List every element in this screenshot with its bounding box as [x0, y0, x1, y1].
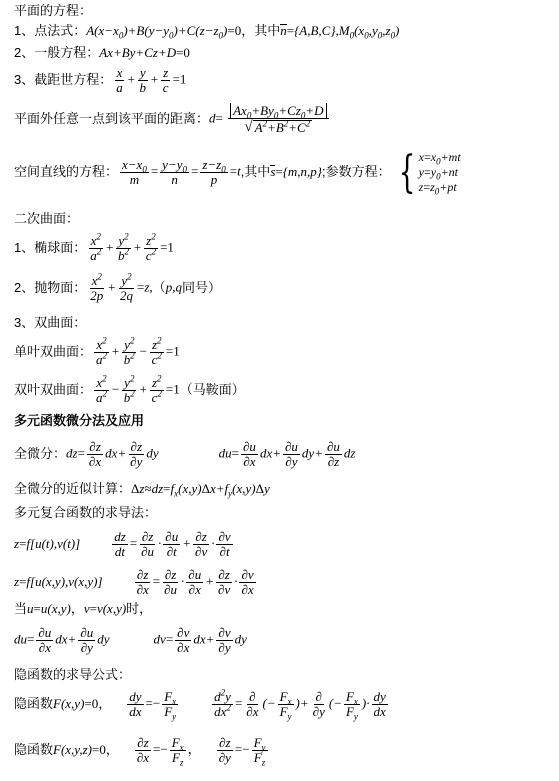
du-xy-formula: du= $\frac{\partial u}{\partial x}$ dx+ $\frac{\partial u}{\partial y}$ dy: [14, 625, 110, 655]
implicit-heading: 隐函数的求导公式：: [14, 667, 132, 682]
direction-vector-formula: s={m,n,p}: [270, 164, 323, 180]
implicit-line-1: 隐函数 F(x,y)=0， $\frac{dy}{dx}$ =− $\frac{F_x}{F_y}$ $\frac{d^2y}{dx^2}$ = $\frac{\partial}{\partial x}$ (− $\frac{F_x}{F_y}$ )+ $\frac{\partial}{\partial y}$ (− $\frac{F_x}{F_y}$ )· $\frac{dy}{dx}$: [14, 690, 390, 719]
composite-line-2: [14, 568, 258, 597]
when-line: 当 u=u(x,y) ， v=v(x,y) 时，: [14, 601, 153, 616]
composite-derivative-1: $\frac{dz}{dt}$ = $\frac{\partial z}{\partial u}$ · $\frac{\partial u}{\partial t}$ + $\frac{\partial z}{\partial v}$ · $\frac{\partial v}{\partial t}$: [114, 529, 231, 559]
implicit-second-derivative: $\frac{d^2y}{dx^2}$ = $\frac{\partial}{\partial x}$ (− $\frac{F_x}{F_y}$ )+ $\frac{\partial}{\partial y}$ (− $\frac{F_x}{F_y}$ )· $\frac{dy}{dx}$: [214, 687, 386, 722]
implicit-dz-dx: $\frac{\partial z}{\partial x}$ =− $\frac{F_x}{F_z}$ ，: [136, 735, 201, 768]
distance-formula: d= $Ax_0+By_0+Cz_0+D$ √ $A^2+B^2+C^2$: [209, 104, 330, 135]
dv-xy-formula: dv= $\frac{\partial v}{\partial x}$ dx+ $\frac{\partial v}{\partial y}$ dy: [153, 625, 247, 655]
paraboloid-line: 2、抛物面： $\frac{x^2}{2p}$ + $\frac{y^2}{2q}$ =z,（p,q 同号）: [14, 271, 221, 303]
implicit-def-2: F(x,y,z)=0，: [53, 742, 119, 758]
general-equation-formula: Ax+By+Cz+D=0: [99, 45, 190, 60]
du-formula: du= $\frac{\partial u}{\partial x}$ dx+ $\frac{\partial u}{\partial y}$ dy+ $\frac{\partial u}{\partial z}$ dz: [218, 439, 356, 469]
implicit-def-1: F(x,y)=0，: [53, 696, 112, 712]
point-normal-formula: $A(x-x_0)+B(y-y_0)+C(z-z_0)=0$: [86, 23, 242, 41]
plane-heading: 平面的方程：: [14, 3, 93, 18]
composite-line-1: [14, 530, 235, 559]
two-sheet-formula: $\frac{x^2}{a^2}$ − $\frac{y^2}{b^2}$ + $\frac{z^2}{c^2}$ =1（: [96, 373, 193, 405]
one-sheet-formula: $\frac{x^2}{a^2}$ + $\frac{y^2}{b^2}$ − $\frac{z^2}{c^2}$ =1: [96, 335, 180, 367]
quadric-heading: 二次曲面：: [14, 211, 80, 226]
composite-def-2: z=f[u(x,y),v(x,y)]: [14, 574, 103, 590]
composite-heading: 多元复合函数的求导法：: [14, 505, 158, 520]
ellipsoid-line: 1、椭球面： $\frac{x^2}{a^2}$ + $\frac{y^2}{b^2}$ + $\frac{z^2}{c^2}$ =1: [14, 231, 174, 263]
composite-def-1: z=f[u(t),v(t)]: [14, 536, 81, 552]
distance-line: 平面外任意一点到该平面的距离： d= $Ax_0+By_0+Cz_0+D$ √ $A^2+B^2+C^2$: [14, 104, 331, 135]
one-sheet-line: 单叶双曲面： $\frac{x^2}{a^2}$ + $\frac{y^2}{b^2}$ − $\frac{z^2}{c^2}$ =1: [14, 335, 180, 367]
hyperboloid-heading: 3、双曲面：: [14, 315, 87, 330]
intercept-formula: $\frac{x}{a}$ + $\frac{y}{b}$ + $\frac{z}{c}$ =1: [116, 65, 187, 95]
dz-formula: dz= $\frac{\partial z}{\partial x}$ dx+ $\frac{\partial z}{\partial y}$ dy: [66, 439, 159, 469]
two-sheet-line: 双叶双曲面： $\frac{x^2}{a^2}$ − $\frac{y^2}{b^2}$ + $\frac{z^2}{c^2}$ =1（ 马鞍面）: [14, 373, 245, 405]
point-normal-line: 1、点法式： $A(x-x_0)+B(y-y_0)+C(z-z_0)=0$ ，其中 $n=\{A,B,C\},M_0(x_0,y_0,z_0)$: [14, 23, 400, 41]
implicit-dz-dy: $\frac{\partial z}{\partial y}$ =− $\frac{F_y}{F_z}$: [218, 735, 266, 768]
implicit-first-derivative: $\frac{dy}{dx}$ =− $\frac{F_x}{F_y}$: [129, 689, 177, 722]
normal-vector-formula: $n=\{A,B,C\},M_0(x_0,y_0,z_0)$: [280, 23, 400, 41]
intercept-line: 3、截距世方程： $\frac{x}{a}$ + $\frac{y}{b}$ + $\frac{z}{c}$ =1: [14, 65, 187, 95]
implicit-line-2: 隐函数 F(x,y,z)=0， $\frac{\partial z}{\partial x}$ =− $\frac{F_x}{F_z}$ ， $\frac{\partial z}{\partial y}$ =− $\frac{F_y}{F_z}$: [14, 736, 270, 765]
du-dv-line: [14, 626, 247, 655]
general-equation-line: 2、一般方程： Ax+By+Cz+D=0: [14, 45, 190, 60]
parametric-system-formula: { $x=x_0+mt$ $y=y_0+nt$ $z=z_0+pt$: [398, 146, 461, 198]
symmetric-form-formula: $\frac{x-x_0}{m}$ = $\frac{y-y_0}{n}$ = $\frac{z-z_0}{p}$ =t: [122, 157, 241, 187]
multivar-heading: 多元函数微分法及应用: [14, 413, 145, 428]
space-line-equation: 空间直线的方程： $\frac{x-x_0}{m}$ = $\frac{y-y_0}{n}$ = $\frac{z-z_0}{p}$ =t ,其中 s={m,n,p} ;参数方程： { $x=x_0+mt$ $y=y_0+nt$ $z=z_0+pt$: [14, 146, 461, 198]
ellipsoid-formula: $\frac{x^2}{a^2}$ + $\frac{y^2}{b^2}$ + $\frac{z^2}{c^2}$ =1: [90, 231, 174, 263]
composite-derivative-2: $\frac{\partial z}{\partial x}$ = $\frac{\partial z}{\partial u}$ · $\frac{\partial u}{\partial x}$ + $\frac{\partial z}{\partial v}$ · $\frac{\partial v}{\partial x}$: [136, 567, 254, 597]
approx-formula: $\Delta z\approx dz=f_x(x,y)\Delta x+f_y(x,y)\Delta y$: [131, 481, 270, 499]
paraboloid-formula: $\frac{x^2}{2p}$ + $\frac{y^2}{2q}$ =z,（p,q: [90, 271, 182, 303]
approx-line: 全微分的近似计算： $\Delta z\approx dz=f_x(x,y)\Delta x+f_y(x,y)\Delta y$: [14, 481, 270, 499]
total-differential-line: 全微分： dz= $\frac{\partial z}{\partial x}$ dx+ $\frac{\partial z}{\partial y}$ dy du= $\frac{\partial u}{\partial x}$ dx+ $\frac{\partial u}{\partial y}$ dy+ $\frac{\partial u}{\partial z}$ dz: [14, 439, 356, 469]
